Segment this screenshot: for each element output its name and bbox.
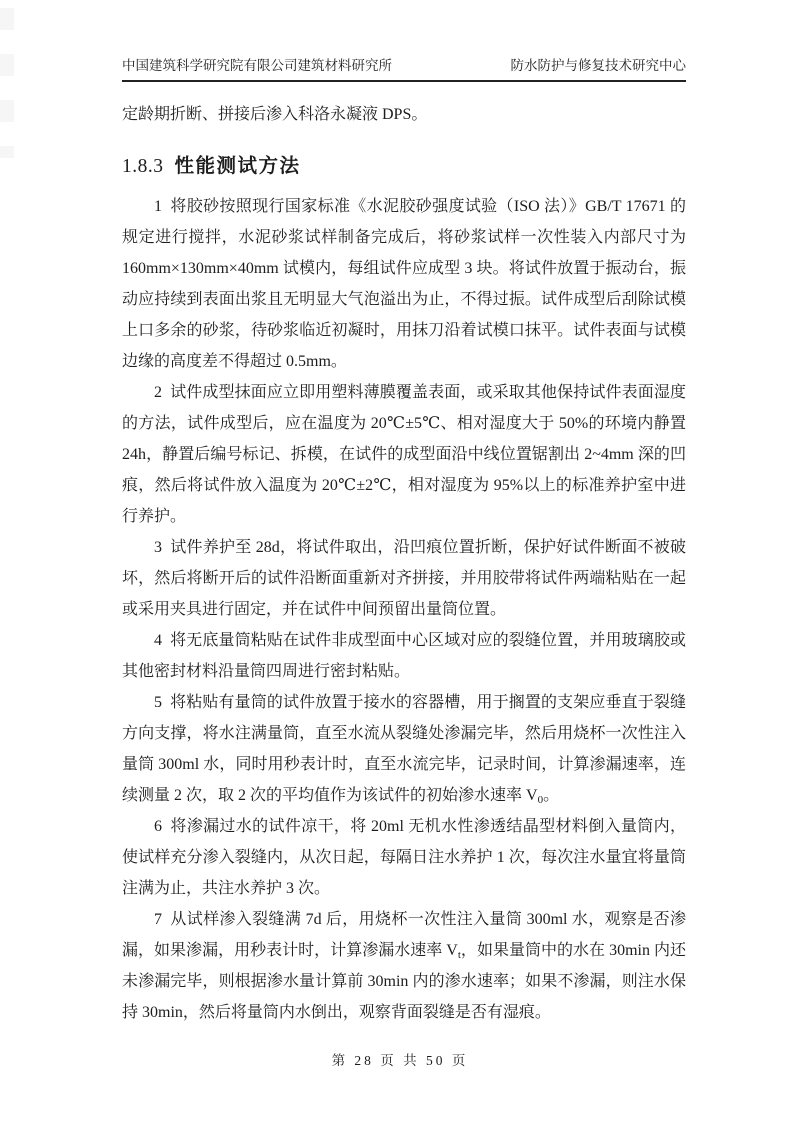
section-number: 1.8.3 xyxy=(122,156,164,177)
page-content xyxy=(122,0,686,1028)
intro-paragraph: 定龄期折断、拼接后渗入科洛永凝液 DPS。 xyxy=(122,106,428,123)
text-run: 3 试件养护至 28d，将试件取出，沿凹痕位置折断，保护好试件断面不被破坏，然后将断开后的试件沿断面重新对齐拼接，并用胶带将试件两端粘贴在一起或采用夹具进行固定，并在试件中间预留出量筒位置。 xyxy=(122,539,686,618)
text-run: 1 将胶砂按照现行国家标准《水泥胶砂强度试验（ISO 法）》GB/T 17671 的规定进行搅拌，水泥砂浆试样制备完成后，将砂浆试样一次性装入内部尺寸为 160mm×130mm×40mm 试模内，每组试件应成型 3 块。将试件放置于振动台，振动应持续到表面出浆且无明显大气泡溢出为止，不得过振。试件成型后刮除试模上口多余的砂浆，待砂浆临近初凝时，用抹刀沿着试模口抹平。试件表面与试模边缘的高度差不得超过 0.5mm。 xyxy=(122,198,686,370)
header-left-text: 中国建筑科学研究院有限公司建筑材料研究所 xyxy=(122,58,392,73)
body-paragraphs xyxy=(122,191,686,1028)
section-heading xyxy=(122,153,686,180)
section-title: 性能测试方法 xyxy=(174,155,301,177)
text-run: ，如果量筒中的水在 30min 内还未渗漏完毕，则根据渗水量计算前 30min 内的渗水速率；如果不渗漏，则注水保持 30min，然后将量筒内水倒出，观察背面裂缝是否有湿痕。 xyxy=(122,942,686,1021)
subscript: 0 xyxy=(537,794,544,806)
text-run: 5 将粘贴有量筒的试件放置于接水的容器槽，用于搁置的支架应垂直于裂缝方向支撑，将水注满量筒，直至水流从裂缝处渗漏完毕，然后用烧杯一次性注入量筒 300ml 水，同时用秒表计时，直至水流完毕，记录时间，计算渗漏速率，连续测量 2 次，取 2 次的平均值作为该试件的初始渗水速率 V xyxy=(122,694,686,804)
text-run: 6 将渗漏过水的试件凉干，将 20ml 无机水性渗透结晶型材料倒入量筒内，使试样充分渗入裂缝内，从次日起，每隔日注水养护 1 次，每次注水量宜将量筒注满为止，共注水养护 3 次。 xyxy=(122,818,686,897)
page-header xyxy=(122,0,686,82)
text-run: 2 试件成型抹面应立即用塑料薄膜覆盖表面，或采取其他保持试件表面湿度的方法，试件成型后，应在温度为 20℃±5℃、相对湿度大于 50%的环境内静置 24h，静置后编号标记、拆模，在试件的成型面沿中线位置锯割出 2~4mm 深的凹痕，然后将试件放入温度为 20℃±2℃，相对湿度为 95%以上的标准养护室中进行养护。 xyxy=(122,384,686,525)
body-paragraph xyxy=(122,377,686,532)
body-paragraph xyxy=(122,191,686,377)
page-number-footer: 第 28 页 共 50 页 xyxy=(331,1053,469,1068)
text-run: 4 将无底量筒粘贴在试件非成型面中心区域对应的裂缝位置，并用玻璃胶或其他密封材料沿量筒四周进行密封粘贴。 xyxy=(122,632,686,680)
text-run: 。 xyxy=(543,787,560,804)
subscript: t xyxy=(457,949,461,961)
body-paragraph xyxy=(122,532,686,625)
text-run: 7 从试样渗入裂缝满 7d 后，用烧杯一次性注入量筒 300ml 水，观察是否渗漏，如果渗漏，用秒表计时，计算渗漏水速率 V xyxy=(122,911,686,959)
body-paragraph xyxy=(122,811,686,904)
body-paragraph xyxy=(122,625,686,687)
header-right-text: 防水防护与修复技术研究中心 xyxy=(510,58,686,73)
scan-edge-artifact xyxy=(0,8,14,158)
body-paragraph xyxy=(122,904,686,1028)
body-paragraph xyxy=(122,687,686,811)
